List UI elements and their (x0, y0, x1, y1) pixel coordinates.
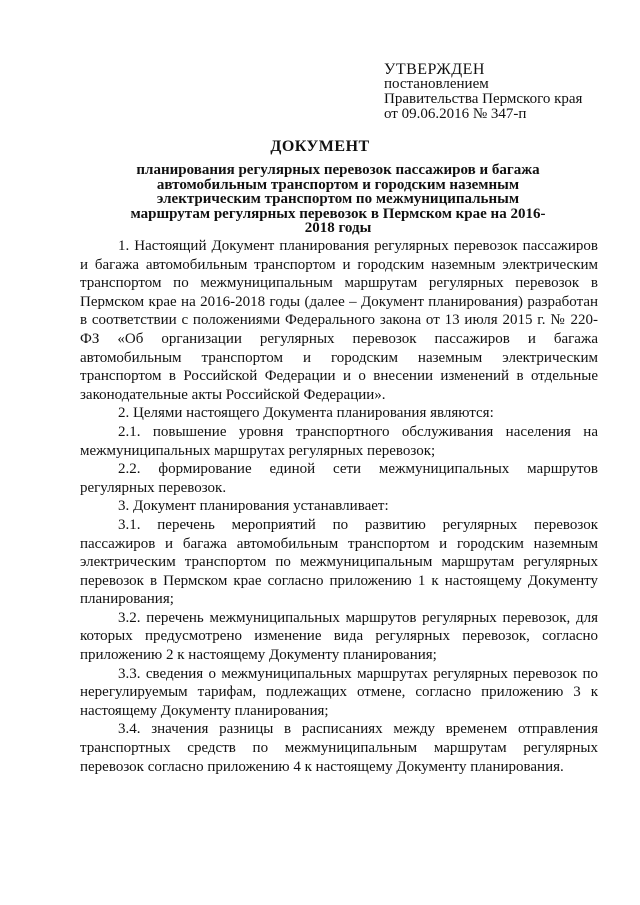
approval-block (384, 62, 582, 122)
paragraph-3-4: 3.4. значения разницы в расписаниях между временем отправления транспортных средств по межмуниципальным маршрутам регулярных перевозок согласно приложению 4 к настоящему Документу планирования. (80, 721, 598, 775)
paragraph-3-2: 3.2. перечень межмуниципальных маршрутов регулярных перевозок, для которых предусмотрено изменение вида регулярных перевозок, согласно приложению 2 к настоящему Документу планирования; (80, 609, 598, 664)
document-body (80, 237, 598, 776)
paragraph-3-1: 3.1. перечень мероприятий по развитию регулярных перевозок пассажиров и багажа автомобильным транспортом и городским наземным электрическим транспортом по межмуниципальным маршрутам регулярных перевозок в Пермском крае согласно приложению 1 к настоящему Документу планирования; (80, 516, 598, 608)
paragraph-2-2: 2.2. формирование единой сети межмуниципальных маршрутов регулярных перевозок. (80, 461, 598, 496)
paragraph-3: 3. Документ планирования устанавливает: (118, 498, 389, 515)
document-title: ДОКУМЕНТ (270, 138, 370, 155)
approval-line-1: постановлением (384, 76, 489, 92)
approval-line-3: от 09.06.2016 № 347-п (384, 106, 527, 122)
paragraph-3-3: 3.3. сведения о межмуниципальных маршрутах регулярных перевозок по нерегулируемым тарифам, подлежащих отмене, согласно приложению 3 к настоящему Документу планирования; (80, 665, 598, 719)
paragraph-1: 1. Настоящий Документ планирования регулярных перевозок пассажиров и багажа автомобильным транспортом и городским наземным электрическим транспортом по межмуниципальным маршрутам регулярных перевозок в Пермском крае на 2016-2018 годы (далее – Документ планирования) разработан в соответствии с положениями Федерального закона от 13 июля 2015 г. № 220-ФЗ «Об организации регулярных перевозок пассажиров и багажа автомобильным транспортом и городским наземным электрическим транспортом в Российской Федерации и о внесении изменений в отдельные законодательные акты Российской Федерации». (80, 238, 598, 403)
paragraph-2: 2. Целями настоящего Документа планирования являются: (118, 405, 494, 422)
approval-stamp: УТВЕРЖДЕН (384, 61, 485, 78)
paragraph-2-1: 2.1. повышение уровня транспортного обслуживания населения на межмуниципальных маршрутах регулярных перевозок; (80, 423, 598, 459)
approval-line-2: Правительства Пермского края (384, 91, 583, 107)
document-subtitle: планирования регулярных перевозок пассажиров и багажа автомобильным транспортом и городским наземным электрическим транспортом по межмуниципальным маршрутам регулярных перевозок в Пермском крае на 2016-2018 годы (130, 162, 546, 236)
